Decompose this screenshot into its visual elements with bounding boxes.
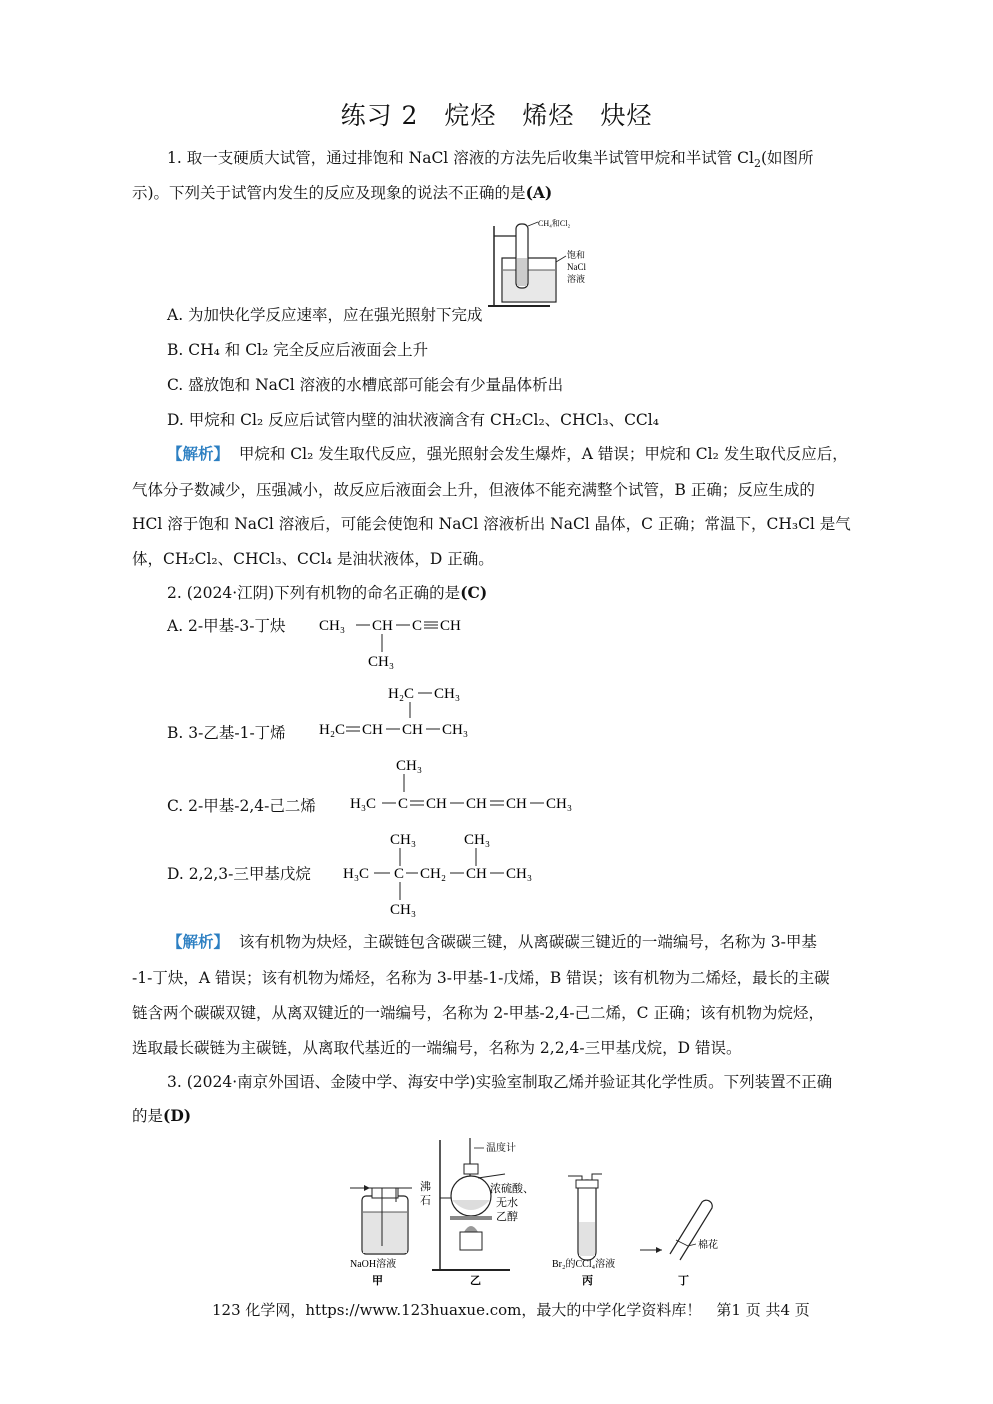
q1-option-d: D. 甲烷和 Cl₂ 反应后试管内壁的油状液滴含有 CH₂Cl₂、CHCl₃、CCl₄	[167, 411, 659, 429]
fd-ch2: CH₂	[420, 866, 447, 882]
q2-option-d-structure	[340, 826, 550, 920]
q1-option-c: C. 盛放饱和 NaCl 溶液的水槽底部可能会有少量晶体析出	[167, 376, 564, 394]
apparatus-bing	[552, 1174, 615, 1287]
fig-acid-label1: 浓硫酸、	[490, 1183, 534, 1195]
q2-explanation-line1	[167, 932, 817, 952]
q1-explanation-line1	[167, 444, 848, 464]
q1-explanation-line4: 体，CH₂Cl₂、CHCl₃、CCl₄ 是油状液体，D 正确。	[132, 550, 494, 568]
q1-stem-text2: 示)。下列关于试管内发生的反应及现象的说法不正确的是	[132, 184, 526, 202]
q1-explanation-tag: 【解析】	[167, 444, 230, 463]
fb-top-ch3: CH₃	[434, 686, 461, 702]
fd-top2: CH₃	[464, 832, 491, 848]
q3-stem-text2: 的是	[132, 1107, 164, 1125]
q1-stem-line1	[167, 148, 814, 174]
q1-fig-sol-label2: NaCl	[567, 262, 586, 272]
page-title: 练习 2 烷烃 烯烃 炔烃	[340, 101, 653, 130]
q2-option-a-structure	[316, 612, 486, 672]
apparatus-yi	[420, 1138, 534, 1287]
fig-acid-label2: 无水	[496, 1197, 518, 1209]
fig-label-jia: 甲	[372, 1275, 383, 1287]
q2-explanation-line3: 链含两个碳碳双键，从离双键近的一端编号，名称为 2-甲基-2,4-己二烯，C 正确；该有机物为烷烃，	[132, 1004, 824, 1022]
q3-answer: (D)	[163, 1106, 192, 1125]
fc-ch3: CH₃	[546, 796, 573, 812]
q1-sub: 2	[753, 157, 761, 171]
fig-naoh-label: NaOH溶液	[350, 1259, 397, 1270]
fb-ch2: CH	[402, 722, 423, 738]
fc-h3c: H₃C	[350, 796, 377, 812]
q1-fig-sol-label3: 溶液	[567, 274, 586, 284]
fc-ch-a: CH	[426, 796, 447, 812]
q1-answer: (A)	[525, 183, 553, 202]
q1-explanation-line3: HCl 溶于饱和 NaCl 溶液后，可能会使饱和 NaCl 溶液析出 NaCl 晶体，C 正确；常温下，CH₃Cl 是气	[132, 515, 851, 533]
fb-h2c: H₂C	[319, 722, 346, 738]
fig-br-label: Br₂的CCl₄溶液	[552, 1259, 616, 1270]
page-footer: 123 化学网，https://www.123huaxue.com，最大的中学化学资料库！ 第1 页 共4 页	[212, 1301, 810, 1319]
fc-top: CH₃	[396, 758, 423, 774]
q2-explanation-tag: 【解析】	[167, 932, 230, 951]
fig-cotton-label: 棉花	[698, 1240, 718, 1251]
fig-stone-label1: 沸	[420, 1181, 431, 1193]
q1-explanation-line2: 气体分子数减少，压强减小，故反应后液面会上升，但液体不能充满整个试管，B 正确；反应生成的	[132, 481, 815, 499]
q2-answer: (C)	[460, 583, 488, 602]
fd-c: C	[394, 866, 405, 882]
q2-option-c-structure	[346, 752, 596, 816]
q1-option-a: A. 为加快化学反应速率，应在强光照射下完成	[167, 306, 483, 324]
fa-sub: CH₃	[368, 654, 395, 670]
fc-ch-c: CH	[506, 796, 527, 812]
fa-ch3: CH₃	[319, 618, 346, 634]
fig-thermo-label: 温度计	[486, 1143, 516, 1154]
q3-apparatus-figure	[340, 1136, 730, 1292]
fc-c: C	[398, 796, 409, 812]
apparatus-ding	[640, 1200, 718, 1287]
q1-apparatus-figure	[480, 212, 600, 312]
q2-option-d-label: D. 2,2,3-三甲基戊烷	[167, 865, 311, 883]
fc-ch-b: CH	[466, 796, 487, 812]
fd-top1: CH₃	[390, 832, 417, 848]
q1-stem-text: 1. 取一支硬质大试管，通过排饱和 NaCl 溶液的方法先后收集半试管甲烷和半试管 Cl	[167, 149, 754, 167]
fig-stone-label2: 石	[420, 1195, 431, 1207]
q2-option-a-label: A. 2-甲基-3-丁炔	[167, 617, 286, 635]
fa-c: C	[412, 618, 423, 634]
fb-ch1: CH	[362, 722, 383, 738]
q1-fig-gas-label: CH₄和Cl₂	[538, 219, 571, 228]
q2-explanation-line2: -1-丁炔，A 错误；该有机物为烯烃，名称为 3-甲基-1-戊烯，B 错误；该有机物为二烯烃，最长的主碳	[132, 969, 830, 987]
apparatus-jia	[350, 1185, 412, 1287]
fig-label-ding: 丁	[678, 1275, 689, 1287]
fig-label-yi: 乙	[470, 1275, 481, 1287]
q2-stem-text: 2. (2024·江阴)下列有机物的命名正确的是	[167, 584, 461, 602]
q1-option-b: B. CH₄ 和 Cl₂ 完全反应后液面会上升	[167, 341, 429, 359]
q3-stem-line2	[132, 1106, 191, 1126]
q3-stem-line1: 3. (2024·南京外国语、金陵中学、海安中学)实验室制取乙烯并验证其化学性质。下列装置不正确	[167, 1073, 833, 1091]
fb-ch3: CH₃	[442, 722, 469, 738]
q2-explanation-text1: 该有机物为炔烃，主碳链包含碳碳三键，从离碳碳三键近的一端编号，名称为 3-甲基	[238, 933, 817, 951]
q1-explanation-text1: 甲烷和 Cl₂ 发生取代反应，强光照射会发生爆炸，A 错误；甲烷和 Cl₂ 发生取代反应后，	[238, 445, 848, 463]
fa-ch: CH	[372, 618, 393, 634]
fd-ch: CH	[466, 866, 487, 882]
fd-h3c: H₃C	[343, 866, 370, 882]
q1-stem-line2	[132, 183, 552, 203]
fd-ch3: CH₃	[506, 866, 533, 882]
q1-stem-tail: (如图所	[760, 149, 814, 167]
q2-option-b-label: B. 3-乙基-1-丁烯	[167, 724, 286, 742]
q2-option-c-label: C. 2-甲基-2,4-己二烯	[167, 797, 316, 815]
fig-acid-label3: 乙醇	[496, 1211, 518, 1223]
q2-option-b-structure	[316, 680, 496, 740]
fd-bot: CH₃	[390, 902, 417, 918]
q2-stem	[167, 583, 487, 603]
fig-label-bing: 丙	[582, 1275, 593, 1287]
fa-ch-end: CH	[440, 618, 461, 634]
fb-top-h2c: H₂C	[388, 686, 415, 702]
q2-explanation-line4: 选取最长碳链为主碳链，从离取代基近的一端编号，名称为 2,2,4-三甲基戊烷，D 错误。	[132, 1039, 742, 1057]
q1-fig-sol-label1: 饱和	[567, 250, 586, 260]
